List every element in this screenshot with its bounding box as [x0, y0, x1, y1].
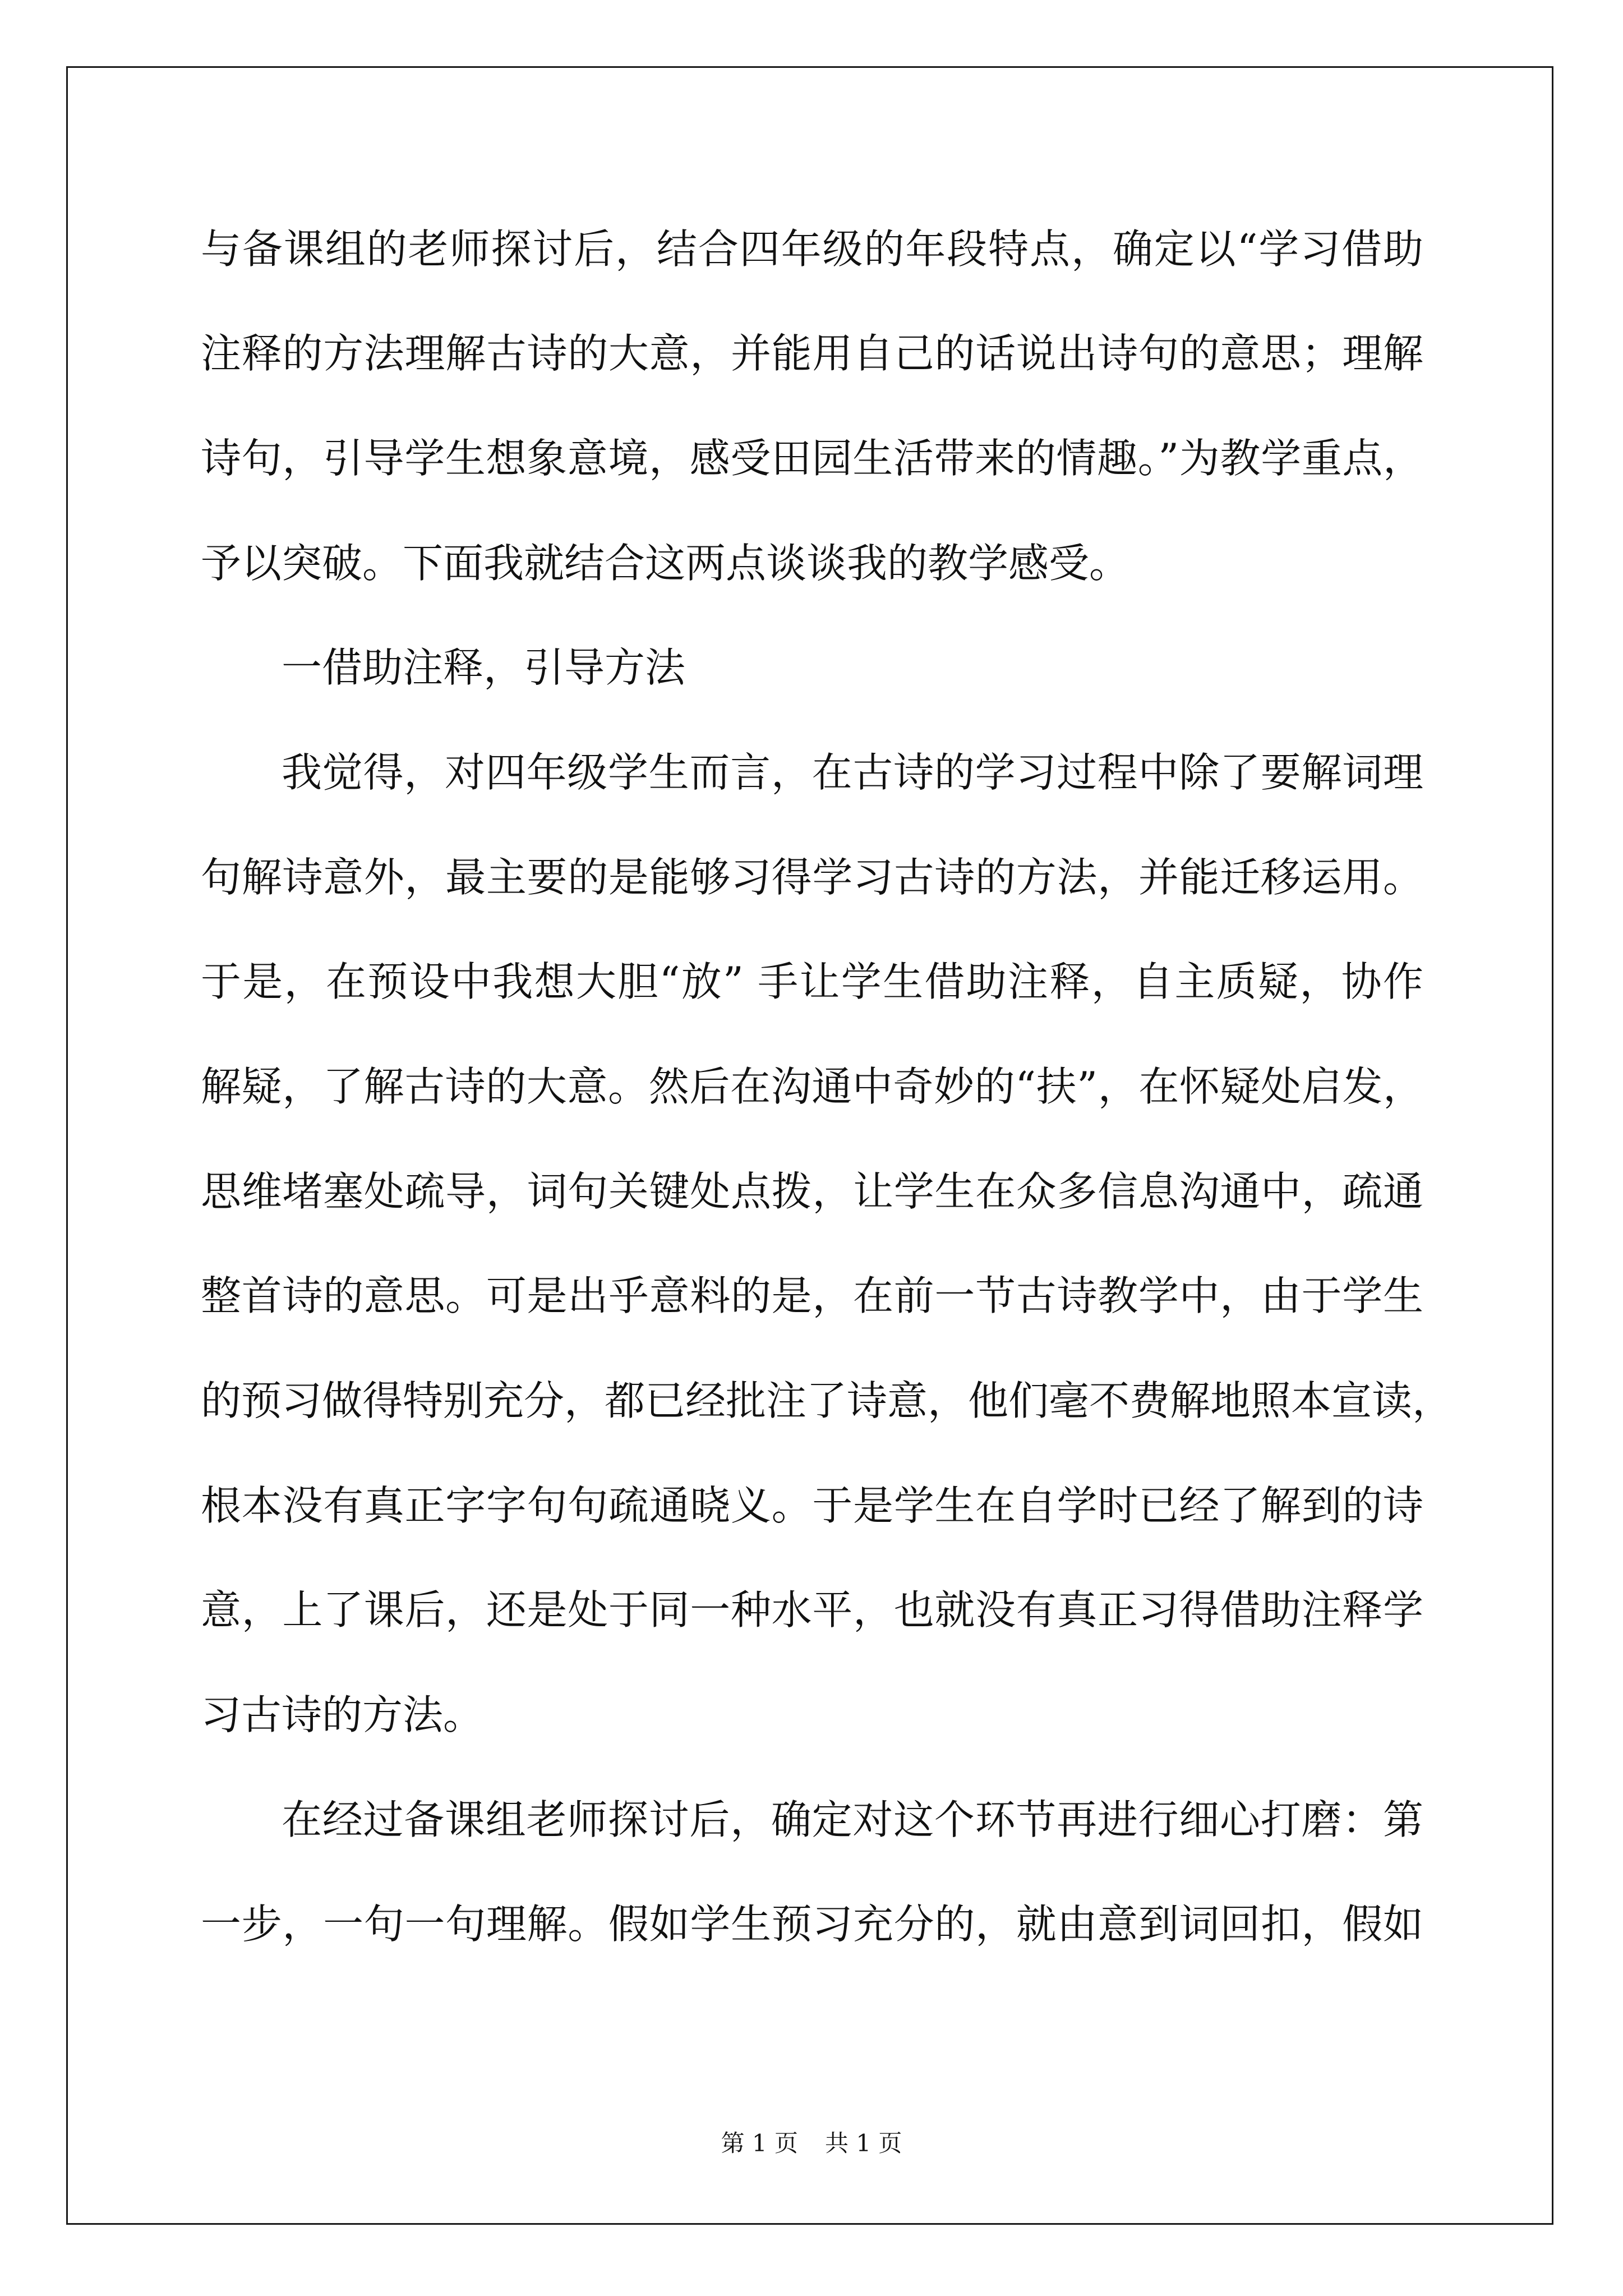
page-total: 共 1 页	[825, 2129, 902, 2157]
text-line: 习古诗的方法。	[201, 1691, 484, 1738]
text-line: 意，上了课后，还是处于同一种水平，也就没有真正习得借助注释学	[201, 1586, 1423, 1634]
text-line: 句解诗意外，最主要的是能够习得学习古诗的方法，并能迁移运用。	[201, 854, 1423, 901]
text-line: 我觉得，对四年级学生而言，在古诗的学习过程中除了要解词理	[282, 749, 1423, 796]
page-footer	[0, 2129, 1623, 2157]
text-line: 予以突破。下面我就结合这两点谈谈我的教学感受。	[201, 540, 1130, 587]
text-line: 整首诗的意思。可是出乎意料的是，在前一节古诗教学中，由于学生	[201, 1272, 1423, 1319]
text-line: 于是，在预设中我想大胆“放” 手让学生借助注释，自主质疑，协作	[201, 958, 1423, 1005]
text-line: 根本没有真正字字句句疏通晓义。于是学生在自学时已经了解到的诗	[201, 1482, 1423, 1529]
text-line: 诗句，引导学生想象意境，感受田园生活带来的情趣。”为教学重点，	[201, 435, 1423, 482]
text-line: 解疑，了解古诗的大意。然后在沟通中奇妙的“扶”，在怀疑处启发，	[201, 1063, 1423, 1110]
text-line: 在经过备课组老师探讨后，确定对这个环节再进行细心打磨：第	[282, 1796, 1423, 1843]
text-line: 注释的方法理解古诗的大意，并能用自己的话说出诗句的意思；理解	[201, 330, 1423, 377]
text-line: 思维堵塞处疏导，词句关键处点拨，让学生在众多信息沟通中，疏通	[201, 1168, 1423, 1215]
text-line: 一步，一句一句理解。假如学生预习充分的，就由意到词回扣，假如	[201, 1901, 1423, 1948]
text-line: 与备课组的老师探讨后，结合四年级的年段特点，确定以“学习借助	[201, 226, 1423, 273]
section-heading: 一借助注释，引导方法	[282, 644, 686, 691]
page-number: 第 1 页	[721, 2129, 798, 2157]
text-line: 的预习做得特别充分，都已经批注了诗意，他们毫不费解地照本宣读，	[201, 1377, 1453, 1424]
